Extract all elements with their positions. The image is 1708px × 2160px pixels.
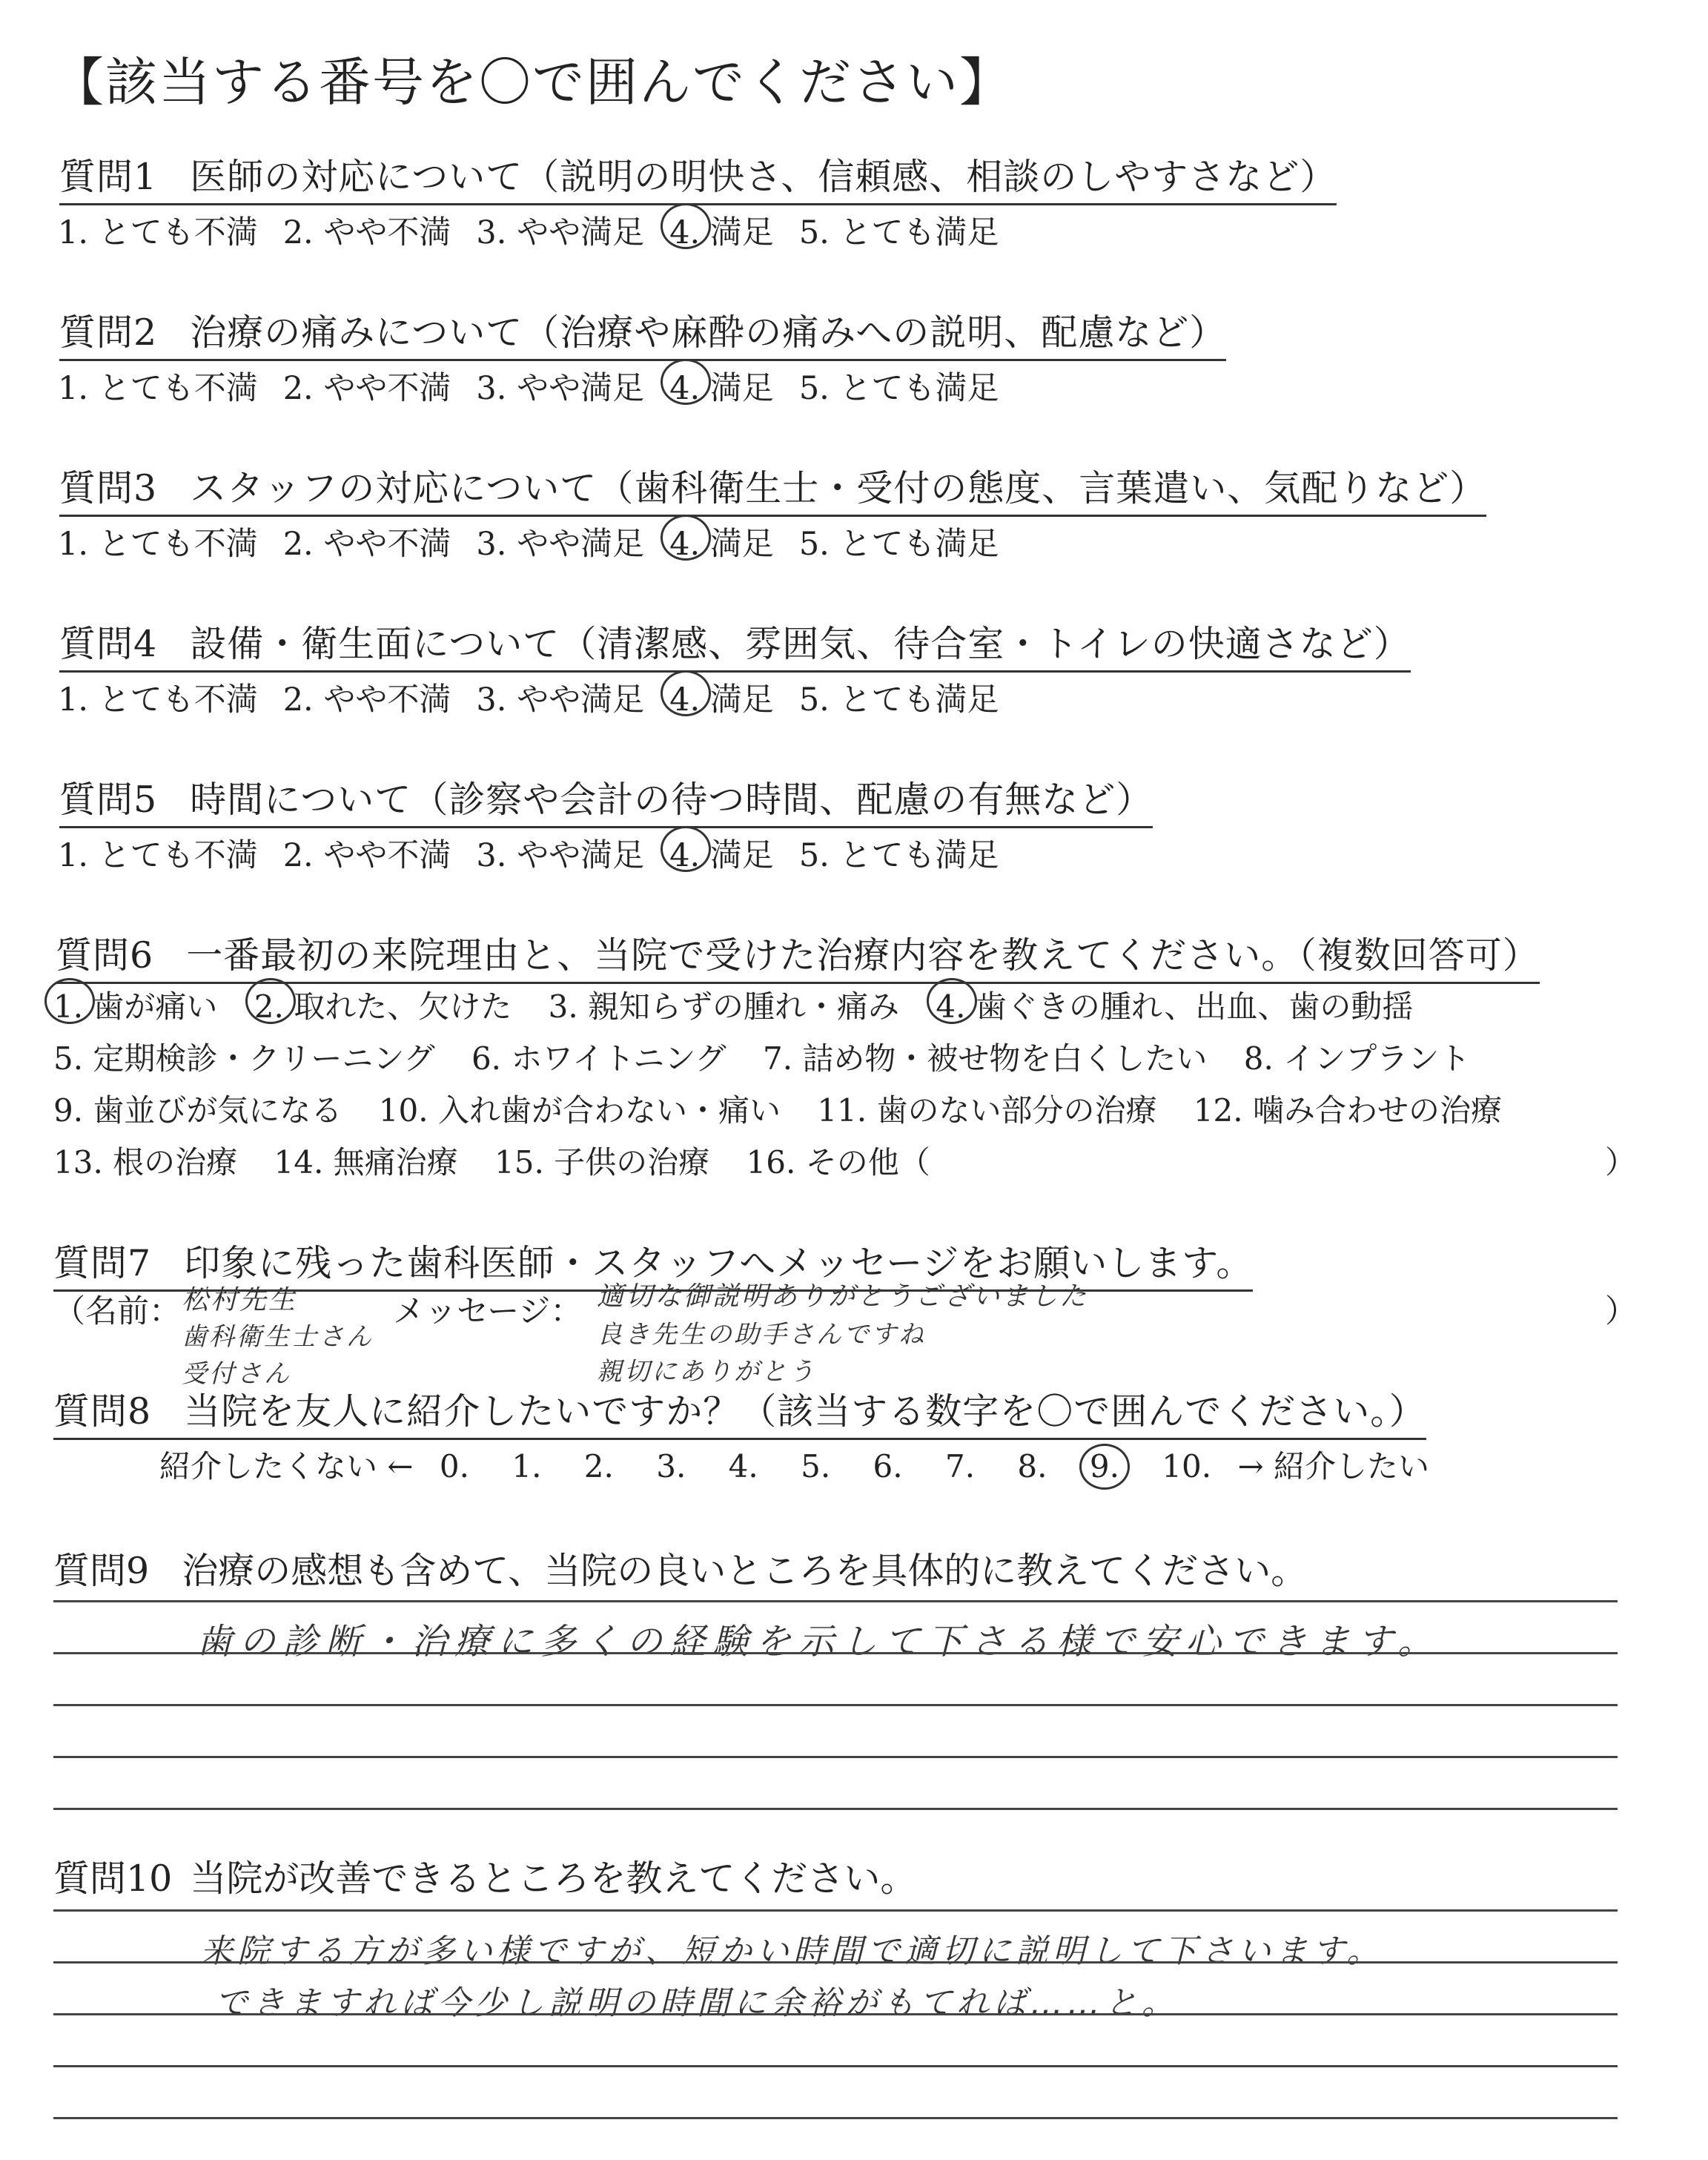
q6-option-14[interactable]: 14. 無痛治療 [274,1144,458,1180]
question-number: 質問10 [53,1857,173,1900]
scale-option-2[interactable]: 2. やや不満 [282,837,451,874]
answer-line [53,1808,1618,1810]
scale-option-1[interactable]: 1. とても不満 [58,526,258,563]
q6-option-6[interactable]: 6. ホワイトニング [471,1040,726,1077]
q6-option-15[interactable]: 15. 子供の治療 [494,1144,710,1180]
option-label: 4. 満足 [669,681,774,719]
question-3-scale [58,519,1025,564]
scale-option-2[interactable]: 2. やや不満 [282,214,451,251]
selection-circle [44,978,95,1024]
answer-line [53,2013,1618,2015]
q6-option-8[interactable]: 8. インプラント [1243,1040,1471,1077]
question-number: 質問1 [59,156,158,198]
q8-number-5[interactable]: 5. [801,1448,831,1484]
scale-option-3[interactable]: 3. やや満足 [476,681,645,719]
q6-option-4-selected[interactable] [936,982,1413,1027]
q6-option-2-selected[interactable] [254,982,512,1027]
scale-option-5[interactable]: 5. とても満足 [798,837,999,874]
selection-circle [661,670,711,716]
question-text: 治療の痛みについて（治療や麻酔の痛みへの説明、配慮など） [190,311,1227,354]
question-text: 当院を友人に紹介したいですか？（該当する数字を〇で囲んでください。） [184,1390,1426,1433]
q7-message-label: メッセージ： [393,1293,583,1330]
q8-number-4[interactable]: 4. [728,1448,758,1484]
scale-option-2[interactable]: 2. やや不満 [282,681,451,719]
option-label: 1. 歯が痛い [53,988,218,1025]
q6-option-5[interactable]: 5. 定期検診・クリーニング [53,1040,435,1077]
option-label: 4. 満足 [669,214,774,251]
option-label: 4. 歯ぐきの腫れ、出血、歯の動揺 [936,988,1414,1025]
question-9-heading [53,1542,1307,1594]
selection-circle [1079,1444,1130,1490]
q10-handwritten-answer-line-2: できますれば今少し説明の時間に余裕がもてれば……と。 [215,1984,1179,2022]
q8-scale [159,1442,1429,1487]
option-label: 9. [1089,1448,1119,1484]
q8-number-0[interactable]: 0. [439,1448,469,1484]
q8-number-10[interactable]: 10. [1162,1448,1212,1484]
question-text: スタッフの対応について（歯科衛生士・受付の態度、言葉遣い、気配りなど） [190,467,1487,509]
answer-line [53,1704,1618,1706]
scale-option-1[interactable]: 1. とても不満 [58,214,258,251]
q7-handwritten-name-3: 受付さん [182,1359,291,1389]
option-label: 2. 取れた、欠けた [254,988,512,1025]
q7-handwritten-message-1: 適切な御説明ありがとうございました [597,1281,1089,1312]
q7-handwritten-name-1: 松村先生 [182,1285,298,1315]
q6-option-11[interactable]: 11. 歯のない部分の治療 [817,1092,1157,1129]
selection-circle [661,203,711,249]
scale-option-1[interactable]: 1. とても不満 [58,370,258,407]
question-4-heading [59,615,1411,673]
answer-line [53,1600,1618,1602]
answer-line [53,2117,1618,2119]
q9-handwritten-answer: 歯の診断・治療に多くの経験を示して下さる様で安心できます。 [196,1621,1441,1662]
scale-option-3[interactable]: 3. やや満足 [476,370,645,407]
question-text: 時間について（診察や会計の待つ時間、配慮の有無など） [190,779,1153,821]
q6-option-13[interactable]: 13. 根の治療 [53,1144,238,1180]
question-6-heading [56,927,1540,984]
question-2-heading [59,304,1226,361]
q6-option-16[interactable]: 16. その他（ [746,1144,930,1180]
question-number: 質問8 [53,1390,152,1433]
scale-option-3[interactable]: 3. やや満足 [476,526,645,563]
q10-handwritten-answer-line-1: 来院する方が多い様ですが、短かい時間で適切に説明して下さいます。 [200,1932,1384,1970]
question-8-heading [53,1383,1426,1440]
scale-option-4-selected[interactable] [669,363,774,409]
scale-option-4-selected[interactable] [669,830,774,876]
scale-option-1[interactable]: 1. とても不満 [58,681,258,719]
question-1-scale [58,208,1025,253]
scale-option-5[interactable]: 5. とても満足 [798,681,999,719]
q8-number-2[interactable]: 2. [583,1448,614,1484]
q8-number-6[interactable]: 6. [873,1448,903,1484]
q6-options-row-2 [53,1034,1497,1079]
question-number: 質問5 [59,779,158,821]
question-number: 質問4 [59,623,158,665]
q6-options-row-1 [53,982,1440,1027]
scale-option-1[interactable]: 1. とても不満 [58,837,258,874]
answer-line [53,1961,1618,1964]
q6-option-1-selected[interactable] [53,982,217,1027]
q6-option-3[interactable]: 3. 親知らずの腫れ・痛み [548,988,900,1025]
q8-number-9-selected[interactable] [1090,1448,1119,1484]
scale-option-4-selected[interactable] [669,208,774,253]
answer-line [53,1756,1618,1758]
scale-option-5[interactable]: 5. とても満足 [798,370,999,407]
scale-option-5[interactable]: 5. とても満足 [798,214,999,251]
q7-close: ） [1605,1293,1637,1330]
question-text: 印象に残った歯科医師・スタッフへメッセージをお願いします。 [184,1242,1254,1284]
q6-options-row-3 [53,1086,1529,1131]
selection-circle [661,515,711,561]
selection-circle [927,978,977,1024]
q6-option-7[interactable]: 7. 詰め物・被せ物を白くしたい [762,1040,1208,1077]
q7-name-label: （名前： [53,1293,181,1330]
q7-handwritten-message-3: 親切にありがとう [597,1357,816,1387]
option-label: 4. 満足 [669,370,774,407]
option-label: 4. 満足 [669,837,774,874]
question-2-scale [58,363,1025,409]
option-label: 4. 満足 [669,526,774,563]
question-5-scale [58,830,1025,876]
question-10-heading [53,1850,916,1902]
question-text: 医師の対応について（説明の明快さ、信頼感、相談のしやすさなど） [190,156,1337,198]
q8-left-label: 紹介したくない ← [159,1448,414,1484]
question-number: 質問9 [53,1550,150,1592]
q7-handwritten-name-2: 歯科衛生士さん [182,1322,374,1352]
question-3-heading [59,460,1486,517]
q8-number-1[interactable]: 1. [512,1448,542,1484]
scale-option-2[interactable]: 2. やや不満 [282,370,451,407]
question-number: 質問6 [56,934,154,977]
question-1-heading [59,148,1337,205]
q6-option-10[interactable]: 10. 入れ歯が合わない・痛い [378,1092,781,1129]
q6-option-12[interactable]: 12. 噛み合わせの治療 [1193,1092,1502,1129]
question-text: 設備・衛生面について（清潔感、雰囲気、待合室・トイレの快適さなど） [190,623,1411,665]
scale-option-3[interactable]: 3. やや満足 [476,837,645,874]
question-4-scale [58,675,1025,720]
scale-option-3[interactable]: 3. やや満足 [476,214,645,251]
q8-number-3[interactable]: 3. [656,1448,686,1484]
q8-number-7[interactable]: 7. [944,1448,976,1484]
q6-other-close: ） [1605,1144,1637,1180]
scale-option-4-selected[interactable] [669,519,774,564]
scale-option-2[interactable]: 2. やや不満 [282,526,451,563]
answer-line [53,1909,1618,1912]
question-5-heading [59,771,1153,828]
selection-circle [245,978,296,1024]
selection-circle [661,359,711,405]
question-number: 質問7 [53,1242,152,1284]
q7-handwritten-message-2: 良き先生の助手さんですね [597,1320,926,1350]
q6-option-9[interactable]: 9. 歯並びが気になる [53,1092,342,1129]
page-title: 【該当する番号を〇で囲んでください】 [52,52,1013,113]
question-text: 治療の感想も含めて、当院の良いところを具体的に教えてください。 [182,1550,1308,1592]
question-number: 質問3 [59,467,158,509]
selection-circle [661,826,711,872]
scale-option-5[interactable]: 5. とても満足 [798,526,999,563]
answer-line [53,1652,1618,1654]
q8-number-8[interactable]: 8. [1017,1448,1047,1484]
question-number: 質問2 [59,311,158,354]
q6-options-row-4 [53,1138,957,1183]
answer-line [53,2065,1618,2067]
scale-option-4-selected[interactable] [669,675,774,720]
question-text: 当院が改善できるところを教えてください。 [190,1857,917,1900]
question-text: 一番最初の来院理由と、当院で受けた治療内容を教えてください。（複数回答可） [186,934,1540,977]
q8-right-label: → 紹介したい [1237,1448,1429,1484]
